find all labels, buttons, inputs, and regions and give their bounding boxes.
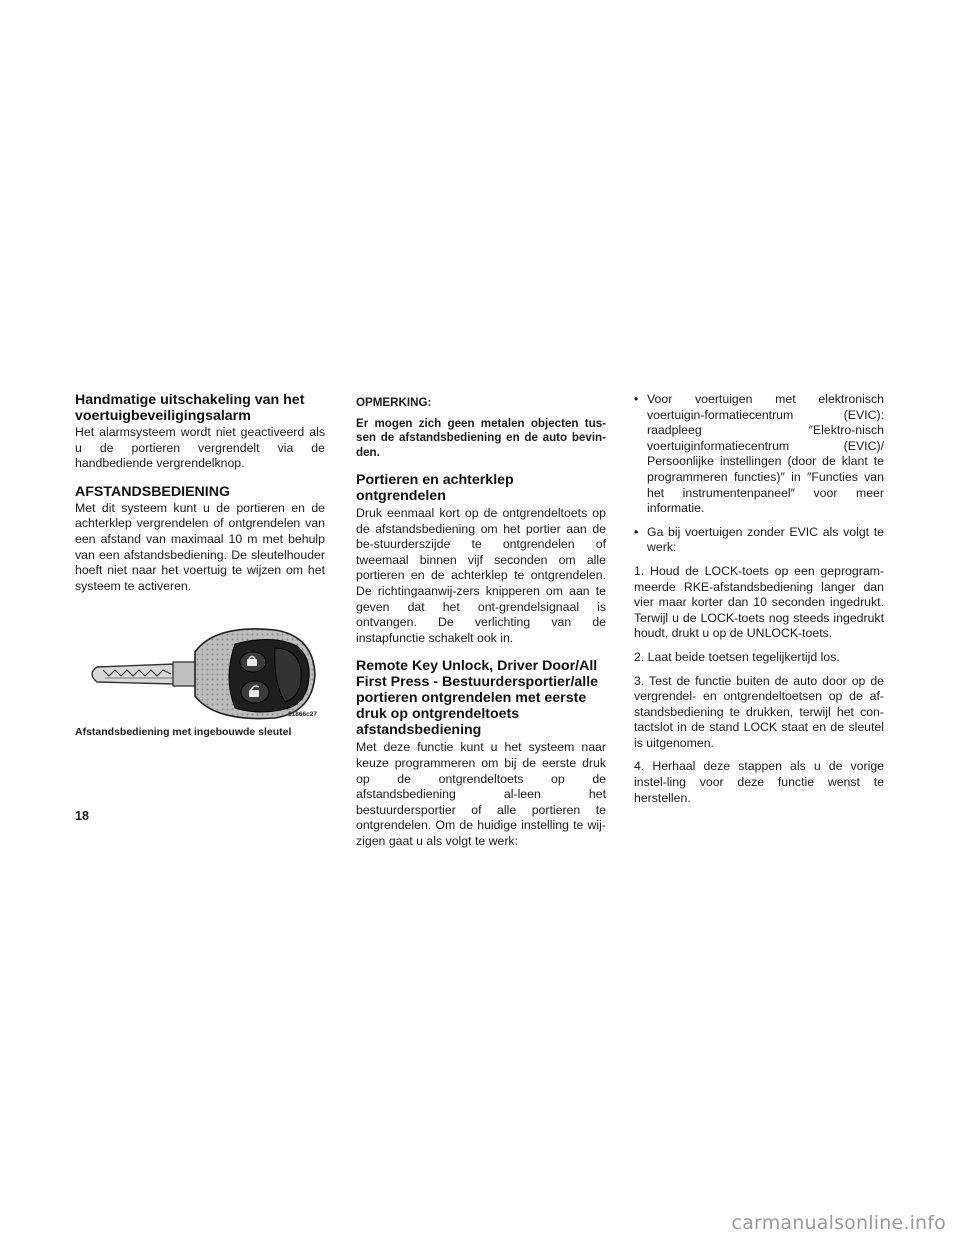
paragraph-remote-control: Met dit systeem kunt u de portieren en de achterklep vergrendelen of ontgrendelen van een afstand van maximaal 10 m met behulp van een afstandsbediening. De sleutelhouder hoeft niet naar het voertuig te wijzen om het systeem te activeren.: [75, 500, 325, 593]
bullet-text-no-evic: Ga bij voertuigen zonder EVIC als volgt te werk:: [647, 524, 884, 555]
step-1: 1. Houd de LOCK-toets op een geprogram-meerde RKE-afstandsbediening langer dan vier maar korter dan 10 seconden ingedrukt. Terwijl u de LOCK-toets nog steeds ingedrukt houdt, drukt u op de UNLOCK-toets.: [634, 563, 884, 641]
list-item: [634, 392, 884, 517]
paragraph-remote-key-unlock: Met deze functie kunt u het systeem naar keuze programmeren om bij de eerste druk op de ontgrendeltoets op de afstandsbediening al-leen het bestuurdersportier of alle portieren te ontgrendelen. Om de huidige instelling te wij-zigen gaat u als volgt te werk:: [356, 740, 606, 848]
list-item: [634, 525, 884, 556]
watermark: carmanualsonline.info: [731, 1212, 946, 1234]
step-4: 4. Herhaal deze stappen als u de vorige instel-ling voor deze functie wenst te herstellen.: [634, 759, 884, 805]
key-fob-icon: [75, 612, 325, 720]
heading-remote-control: AFSTANDSBEDIENING: [75, 483, 231, 500]
paragraph-doors-unlock: Druk eenmaal kort op de ontgrendeltoets op de afstandsbediening om het portier aan de be-stuurderszijde te ontgrendelen of tweemaal binnen vijf seconden om alle portieren en de achterklep te ontgrendelen. De richtingaanwij-zers knipperen om aan te geven dat het ont-grendelsignaal is ontvangen. De verlichting van de instapfunctie schakelt ook in.: [356, 506, 606, 645]
figure-caption: Afstandsbediening met ingebouwde sleutel: [75, 726, 292, 739]
bullet-text-evic: Voor voertuigen met elektronisch voertuigin-formatiecentrum (EVIC): raadpleeg ″Elektro-nisch voertuiginformatiecentrum (EVIC)/ Persoonlijke instellingen (door de klant te programmeren functies)″ in ″Functies van het instrumentenpaneel″ voor meer informatie.: [647, 392, 884, 516]
bullet-icon: •: [634, 392, 639, 406]
bullet-icon: •: [634, 524, 639, 539]
page-number: 18: [75, 809, 89, 823]
column-right: [634, 392, 884, 814]
note-body: Er mogen zich geen metalen objecten tus-sen de afstandsbediening en de auto bevin-den.: [356, 416, 606, 459]
step-3: 3. Test de functie buiten de auto door op de vergrendel- en ontgrendeltoetsen op de af-standsbediening te drukken, terwijl het con-tactslot in de stand LOCK staat en de sleutel is uitgenomen.: [634, 673, 884, 750]
heading-doors-unlock: Portieren en achterklep ontgrendelen: [356, 472, 514, 505]
key-fob-illustration: [75, 612, 325, 720]
step-2: 2. Laat beide toetsen tegelijkertijd los.: [634, 649, 840, 664]
bullet-list: [634, 392, 884, 556]
note-title: OPMERKING:: [356, 396, 432, 409]
column-middle: [356, 392, 606, 858]
paragraph-manual-disarm: Het alarmsysteem wordt niet geactiveerd als u de portieren vergrendelt via de handbediende vergrendelknop.: [75, 425, 325, 471]
column-left: [75, 392, 325, 738]
heading-manual-disarm: Handmatige uitschakeling van het voertuigbeveiligingsalarm: [75, 392, 305, 424]
figure-code: 81866c27: [288, 711, 317, 719]
heading-remote-key-unlock: Remote Key Unlock, Driver Door/All First Press - Bestuurdersportier/alle portieren ontgrendelen met eerste druk op ontgrendeltoets afstandsbediening: [356, 658, 599, 739]
